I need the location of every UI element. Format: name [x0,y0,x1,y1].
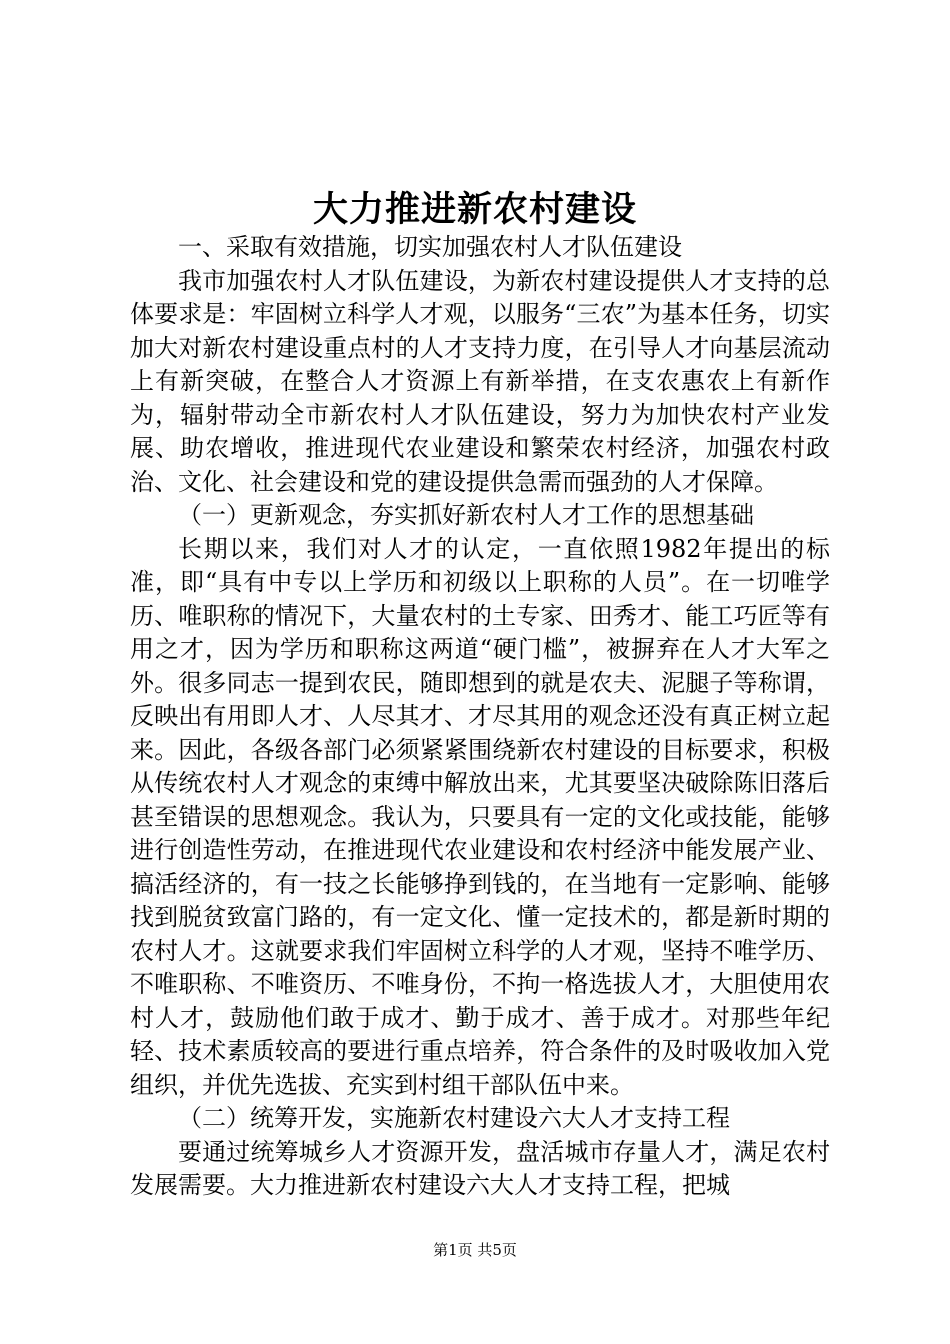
body-paragraph: 我市加强农村人才队伍建设，为新农村建设提供人才支持的总体要求是：牢固树立科学人才观，以服务“三农”为基本任务，切实加大对新农村建设重点村的人才支持力度，在引导人才向基层流动上有新突破，在整合人才资源上有新举措，在支农惠农上有新作为，辐射带动全市新农村人才队伍建设，努力为加快农村产业发展、助农增收，推进现代农业建设和繁荣农村经济，加强农村政治、文化、社会建设和党的建设提供急需而强劲的人才保障。 [130,266,830,496]
body-paragraph: 要通过统筹城乡人才资源开发，盘活城市存量人才，满足农村发展需要。大力推进新农村建设六大人才支持工程，把城 [130,1137,830,1199]
body-paragraph: 长期以来，我们对人才的认定，一直依照1982年提出的标准，即“具有中专以上学历和初级以上职称的人员”。在一切唯学历、唯职称的情况下，大量农村的土专家、田秀才、能工巧匠等有用之才，因为学历和职称这两道“硬门槛”，被摒弃在人才大军之外。很多同志一提到农民，随即想到的就是农夫、泥腿子等称谓，反映出有用即人才、人尽其才、才尽其用的观念还没有真正树立起来。因此，各级各部门必须紧紧围绕新农村建设的目标要求，积极从传统农村人才观念的束缚中解放出来，尤其要坚决破除陈旧落后甚至错误的思想观念。我认为，只要具有一定的文化或技能，能够进行创造性劳动，在推进现代农业建设和农村经济中能发展产业、搞活经济的，有一技之长能够挣到钱的，在当地有一定影响、能够找到脱贫致富门路的，有一定文化、懂一定技术的，都是新时期的农村人才。这就要求我们牢固树立科学的人才观，坚持不唯学历、不唯职称、不唯资历、不唯身份，不拘一格选拔人才，大胆使用农村人才，鼓励他们敢于成才、勤于成才、善于成才。对那些年纪轻、技术素质较高的要进行重点培养，符合条件的及时吸收加入党组织，并优先选拔、充实到村组干部队伍中来。 [130,534,830,1099]
subsection-heading: （二）统筹开发，实施新农村建设六大人才支持工程 [178,1104,730,1132]
document-body [130,231,830,1203]
section-heading: 一、采取有效措施，切实加强农村人才队伍建设 [178,233,682,261]
document-title: 大力推进新农村建设 [312,189,637,230]
subsection-heading: （一）更新观念，夯实抓好新农村人才工作的思想基础 [178,501,754,529]
page-footer: 第1页 共5页 [433,1241,517,1259]
